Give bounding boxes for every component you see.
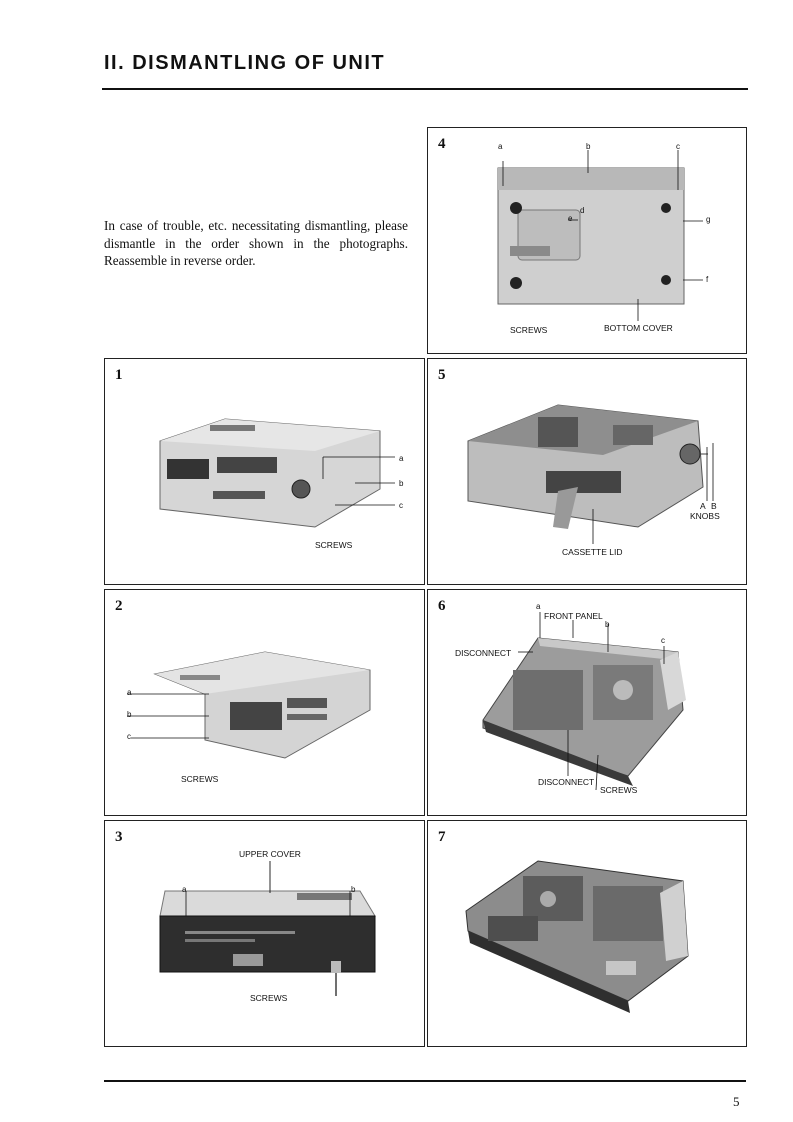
panel-7 [427, 820, 747, 1047]
label-c: c [661, 636, 665, 645]
label-a: a [399, 454, 404, 463]
label-cassette-lid: CASSETTE LID [562, 547, 623, 557]
label-disconnect-bottom: DISCONNECT [538, 777, 595, 787]
intro-paragraph: In case of trouble, etc. necessitating dismantling, please dismantle in the order shown in the photographs. Reassemble in reverse order. [104, 218, 408, 268]
panel-1 [104, 358, 425, 585]
panel-6 [427, 589, 747, 816]
page-title: II. DISMANTLING OF UNIT [104, 52, 386, 74]
label-upper-cover: UPPER COVER [239, 849, 301, 859]
label-a: a [127, 688, 132, 697]
chassis-view-photo [428, 821, 747, 1047]
panel-5 [427, 358, 747, 585]
label-f: f [706, 275, 709, 284]
label-b: b [127, 710, 132, 719]
label-knobs: KNOBS [690, 511, 720, 521]
panel-number: 5 [438, 367, 446, 383]
panel-4 [427, 127, 747, 354]
label-a: A [700, 501, 706, 511]
panel-2 [104, 589, 425, 816]
label-g: g [706, 215, 711, 224]
panel-number: 7 [438, 829, 446, 845]
label-b: b [351, 885, 356, 894]
label-a: a [498, 142, 503, 151]
label-screws: SCREWS [510, 325, 548, 335]
label-d: d [580, 206, 585, 215]
label-screws: SCREWS [181, 774, 219, 784]
label-b: b [605, 620, 610, 629]
bottom-view-photo [428, 128, 747, 354]
label-front-panel: FRONT PANEL [544, 611, 603, 621]
label-c: c [676, 142, 680, 151]
panel-number: 1 [115, 367, 123, 383]
panel-number: 6 [438, 598, 446, 614]
panel-number: 3 [115, 829, 123, 845]
label-a: a [182, 885, 187, 894]
label-b: b [586, 142, 591, 151]
label-b: B [711, 501, 717, 511]
label-screws: SCREWS [250, 993, 288, 1003]
panel-number: 4 [438, 136, 446, 152]
label-disconnect-top: DISCONNECT [455, 648, 512, 658]
label-b: b [399, 479, 404, 488]
label-e: e [568, 214, 573, 223]
label-c: c [399, 501, 403, 510]
label-screws: SCREWS [315, 540, 353, 550]
panel-number: 2 [115, 598, 123, 614]
panel-3 [104, 820, 425, 1047]
bottom-rule [104, 1080, 746, 1082]
label-screws: SCREWS [600, 785, 638, 795]
label-bottom-cover: BOTTOM COVER [604, 323, 673, 333]
side-view-photo [105, 590, 425, 816]
top-rule [102, 88, 748, 90]
label-c: c [127, 732, 131, 741]
page-number: 5 [733, 1094, 740, 1109]
label-a: a [536, 602, 541, 611]
front-view-photo [105, 359, 425, 585]
